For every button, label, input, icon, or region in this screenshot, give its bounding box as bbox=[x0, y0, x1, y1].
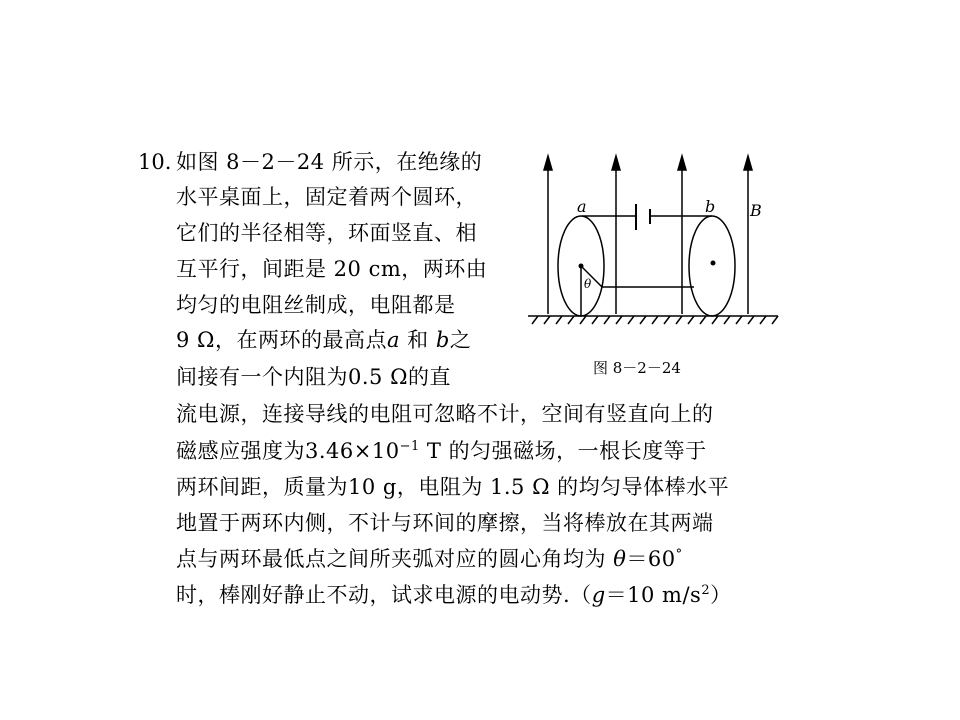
figure-caption: 图 8－2－24 bbox=[593, 359, 681, 377]
var-theta: θ bbox=[613, 547, 627, 571]
exponent-two: 2 bbox=[701, 583, 711, 598]
problem-line-7: 间接有一个内阻为0.5 Ω的直 bbox=[176, 365, 451, 389]
label-B: B bbox=[750, 201, 762, 220]
circuit-figure bbox=[520, 146, 790, 386]
problem-line-10: 两环间距，质量为10 g，电阻为 1.5 Ω 的均匀导体棒水平 bbox=[176, 475, 730, 499]
line13-text-c: ） bbox=[710, 583, 732, 607]
line12-text-a: 点与两环最低点之间所夹弧对应的圆心角均为 bbox=[176, 547, 614, 571]
problem-line-13 bbox=[176, 582, 732, 608]
var-a: a bbox=[386, 328, 400, 352]
problem-line-4: 互平行，间距是 20 cm，两环由 bbox=[176, 257, 488, 281]
line13-text-b: ＝10 m/s bbox=[605, 583, 702, 607]
field-arrow-4 bbox=[744, 156, 752, 170]
line9-text-b: T 的匀强磁场，一根长度等于 bbox=[419, 439, 707, 463]
line12-text-b: ＝60 bbox=[626, 547, 676, 571]
label-b: b bbox=[705, 197, 716, 216]
line6-text-a: 9 Ω，在两环的最高点 bbox=[176, 328, 387, 352]
degree-sign: ° bbox=[675, 547, 683, 562]
ground bbox=[528, 316, 778, 324]
angle-and-rod bbox=[581, 266, 694, 316]
problem-number: 10. bbox=[138, 150, 172, 174]
var-g: g bbox=[591, 583, 606, 607]
problem-line-5: 均匀的电阻丝制成，电阻都是 bbox=[176, 293, 456, 317]
problem-line-6 bbox=[176, 327, 471, 353]
line9-text-a: 磁感应强度为3.46×10 bbox=[176, 439, 400, 463]
problem-line-1: 如图 8－2－24 所示，在绝缘的 bbox=[176, 150, 483, 174]
line6-text-c: 之 bbox=[449, 328, 472, 352]
problem-line-12 bbox=[176, 546, 683, 572]
ring-b bbox=[689, 216, 735, 316]
field-arrow-1 bbox=[544, 156, 552, 170]
line6-text-b: 和 bbox=[399, 328, 436, 352]
label-a: a bbox=[577, 197, 587, 216]
label-theta: θ bbox=[584, 277, 592, 291]
problem-line-3: 它们的半径相等，环面竖直、相 bbox=[176, 221, 477, 245]
problem-line-2: 水平桌面上，固定着两个圆环， bbox=[176, 185, 477, 209]
ring-a-center bbox=[579, 264, 584, 269]
field-arrow-3 bbox=[678, 156, 686, 170]
problem-line-9 bbox=[176, 438, 707, 464]
exponent-minus-one: −1 bbox=[399, 439, 420, 454]
problem-line-8: 流电源，连接导线的电阻可忽略不计，空间有竖直向上的 bbox=[176, 402, 714, 426]
magnetic-field-lines bbox=[544, 156, 752, 314]
ring-b-center bbox=[711, 261, 716, 266]
problem-line-11: 地置于两环内侧，不计与环间的摩擦，当将棒放在其两端 bbox=[176, 511, 714, 535]
line13-text-a: 时，棒刚好静止不动，试求电源的电动势.（ bbox=[176, 583, 592, 607]
var-b: b bbox=[435, 328, 450, 352]
battery-circuit bbox=[582, 204, 712, 230]
field-arrow-2 bbox=[612, 156, 620, 170]
